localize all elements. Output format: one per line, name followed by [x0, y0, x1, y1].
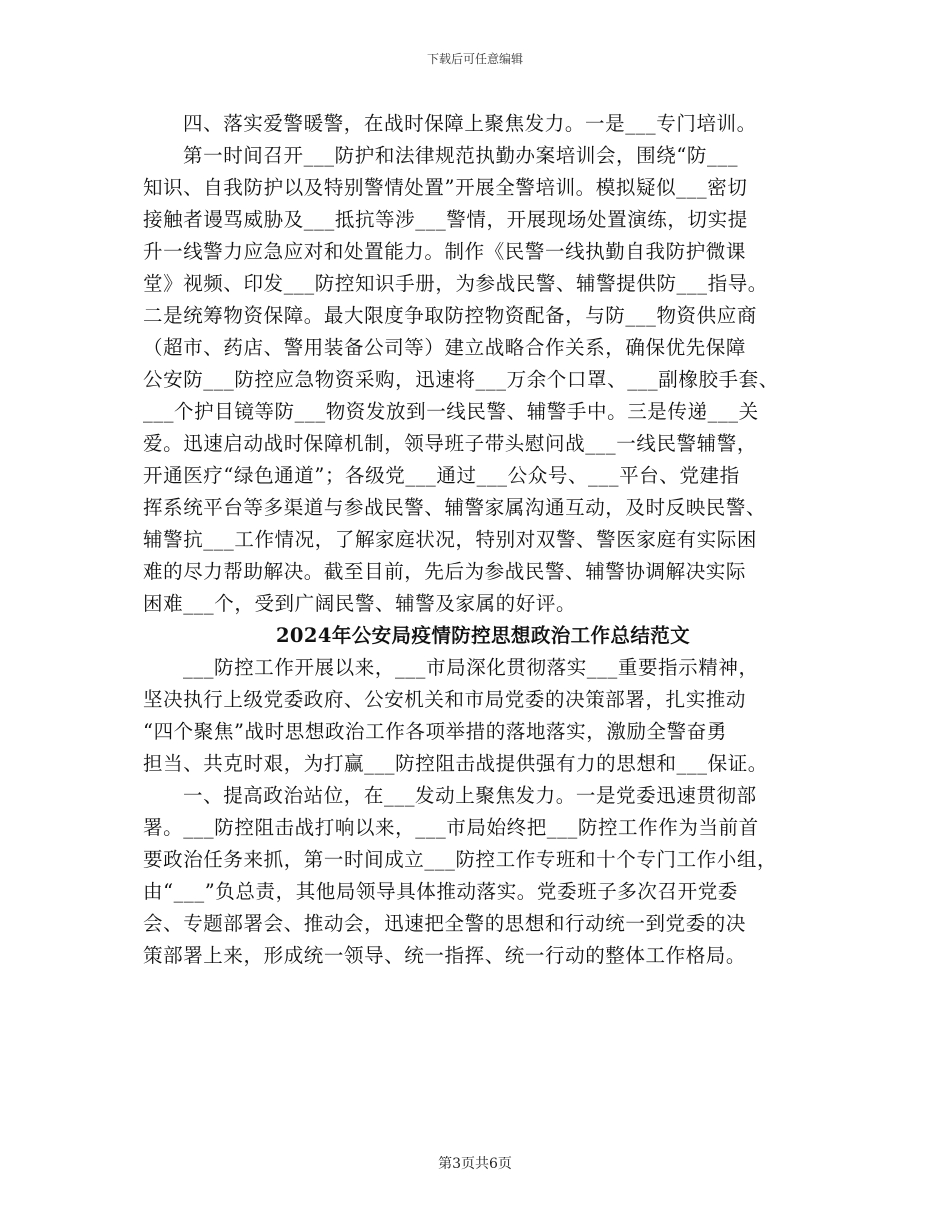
paragraph-line: 二是统筹物资保障。最大限度争取防控物资配备，与防___物资供应商: [143, 304, 757, 327]
paragraph-line: 开通医疗“绿色通道”；各级党___通过___公众号、___平台、党建指: [143, 464, 740, 487]
paragraph-line: 知识、自我防护以及特别警情处置”开展全警培训。模拟疑似___密切: [143, 176, 748, 199]
paragraph-line: 公安防___防控应急物资采购，迅速将___万余个口罩、___副橡胶手套、: [143, 368, 779, 391]
paragraph-line: 担当、共克时艰，为打赢___防控阻击战提供强有力的思想和___保证。: [143, 752, 768, 775]
paragraph-line: 一、提高政治站位，在___发动上聚焦发力。一是党委迅速贯彻部: [183, 784, 757, 807]
paragraph-line: 要政治任务来抓，第一时间成立___防控工作专班和十个专门工作小组，: [143, 848, 778, 871]
paragraph-line: 第一时间召开___防护和法律规范执勤办案培训会，围绕“防___: [183, 144, 739, 167]
paragraph-line: 爱。迅速启动战时保障机制，领导班子带头慰问战___一线民警辅警，: [143, 432, 757, 455]
paragraph-line: 堂》视频、印发___防控知识手册，为参战民警、辅警提供防___指导。: [143, 272, 768, 295]
paragraph-line: 升一线警力应急应对和处置能力。制作《民警一线执勤自我防护微课: [143, 240, 747, 263]
document-title: 2024年公安局疫情防控思想政治工作总结范文: [275, 624, 691, 647]
paragraph-line: 策部署上来，形成统一领导、统一指挥、统一行动的整体工作格局。: [143, 944, 747, 967]
paragraph-line: 四、落实爱警暖警，在战时保障上聚焦发力。一是___专门培训。: [183, 112, 757, 135]
page-header-note: 下载后可任意编辑: [426, 52, 523, 66]
paragraph-line: ___防控工作开展以来，___市局深化贯彻落实___重要指示精神，: [183, 656, 759, 679]
paragraph-line: 署。___防控阻击战打响以来，___市局始终把___防控工作作为当前首: [143, 816, 759, 839]
document-body: [143, 108, 823, 972]
paragraph-line: 挥系统平台等多渠道与参战民警、辅警家属沟通互动，及时反映民警、: [143, 496, 767, 519]
paragraph-line: （超市、药店、警用装备公司等）建立战略合作关系，确保优先保障: [143, 336, 747, 359]
paragraph-line: 会、专题部署会、推动会，迅速把全警的思想和行动统一到党委的决: [143, 912, 747, 935]
paragraph-line: 辅警抗___工作情况，了解家庭状况，特别对双警、警医家庭有实际困: [143, 528, 757, 551]
paragraph-line: 由“___”负总责，其他局领导具体推动落实。党委班子多次召开党委: [143, 880, 738, 903]
paragraph-line: 难的尽力帮助解决。截至目前，先后为参战民警、辅警协调解决实际: [143, 560, 747, 583]
section-four-paragraph: [143, 108, 823, 620]
paragraph-line: 接触者谩骂威胁及___抵抗等涉___警情，开展现场处置演练，切实提: [143, 208, 748, 231]
paragraph-line: 困难___个，受到广阔民警、辅警及家属的好评。: [143, 592, 577, 615]
paragraph-line: ___个护目镜等防___物资发放到一线民警、辅警手中。三是传递___关: [143, 400, 759, 423]
summary-paragraphs: [143, 652, 823, 972]
page-number: 第3页共6页: [438, 1156, 512, 1172]
paragraph-line: “四个聚焦”战时思想政治工作各项举措的落地落实，激励全警奋勇: [143, 720, 727, 743]
paragraph-line: 坚决执行上级党委政府、公安机关和市局党委的决策部署，扎实推动: [143, 688, 747, 711]
